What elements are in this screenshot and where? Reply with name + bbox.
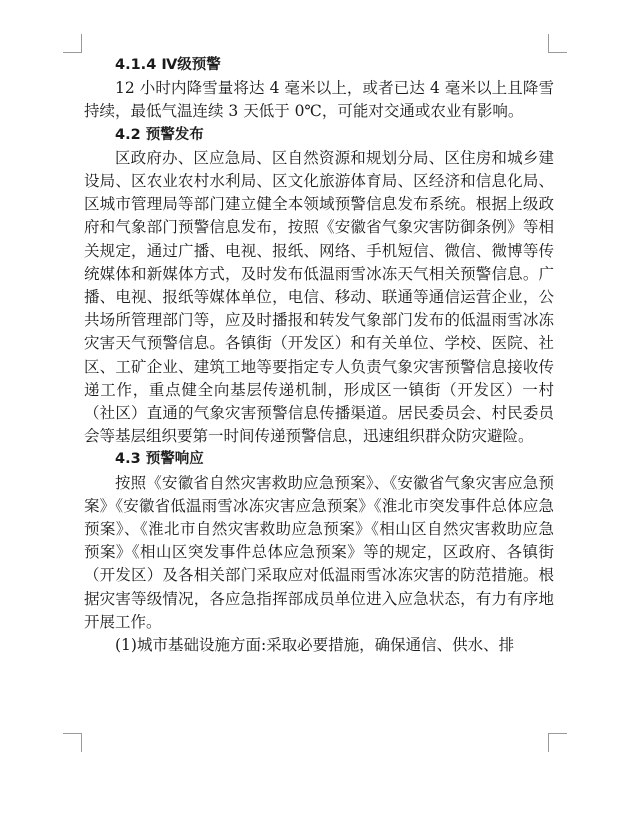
crop-mark-top-right [548, 34, 567, 53]
section-heading-4-2: 4.2 预警发布 [115, 126, 204, 143]
paragraph: 区政府办、区应急局、区自然资源和规划分局、区住房和城乡建设局、区农业农村水利局、区文化旅游体育局、区经济和信息化局、区城市管理局等部门建立健全本领域预警信息发布系统。根据上级政府和气象部门预警信息发布，按照《安徽省气象灾害防御条例》等相关规定，通过广播、电视、报纸、网络、手机短信、微信、微博等传统媒体和新媒体方式，及时发布低温雨雪冰冻天气相关预警信息。广播、电视、报纸等媒体单位，电信、移动、联通等通信运营企业，公共场所管理部门等，应及时播报和转发气象部门发布的低温雨雪冰冻灾害天气预警信息。各镇街（开发区）和有关单位、学校、医院、社区、工矿企业、建筑工地等要指定专人负责气象灾害预警信息接收传递工作，重点健全向基层传递机制，形成区一镇街（开发区）一村（社区）直通的气象灾害预警信息传播渠道。居民委员会、村民委员会等基层组织要第一时间传递预警信息，迅速组织群众防灾避险。 [84, 148, 554, 446]
document-body [84, 54, 554, 657]
section-heading-4-3: 4.3 预警响应 [115, 451, 204, 468]
crop-mark-bottom-right [548, 733, 567, 752]
crop-mark-top-left [63, 34, 82, 53]
crop-mark-bottom-left [63, 733, 82, 752]
paragraph: 12 小时内降雪量将达 4 毫米以上，或者已达 4 毫米以上且降雪持续，最低气温连续 3 天低于 0℃，可能对交通或农业有影响。 [84, 79, 554, 121]
paragraph: 按照《安徽省自然灾害救助应急预案》、《安徽省气象灾害应急预案》《安徽省低温雨雪冰冻灾害应急预案》《淮北市突发事件总体应急预案》、《淮北市自然灾害救助应急预案》《相山区自然灾害救助应急预案》《相山区突发事件总体应急预案》等的规定，区政府、各镇街（开发区）及各相关部门采取应对低温雨雪冰冻灾害的防范措施。根据灾害等级情况，各应急指挥部成员单位进入应急状态，有力有序地开展工作。 [84, 473, 554, 631]
section-heading-4-1-4: 4.1.4 Ⅳ级预警 [115, 57, 221, 73]
paragraph: (1)城市基础设施方面:采取必要措施，确保通信、供水、排 [115, 636, 515, 655]
